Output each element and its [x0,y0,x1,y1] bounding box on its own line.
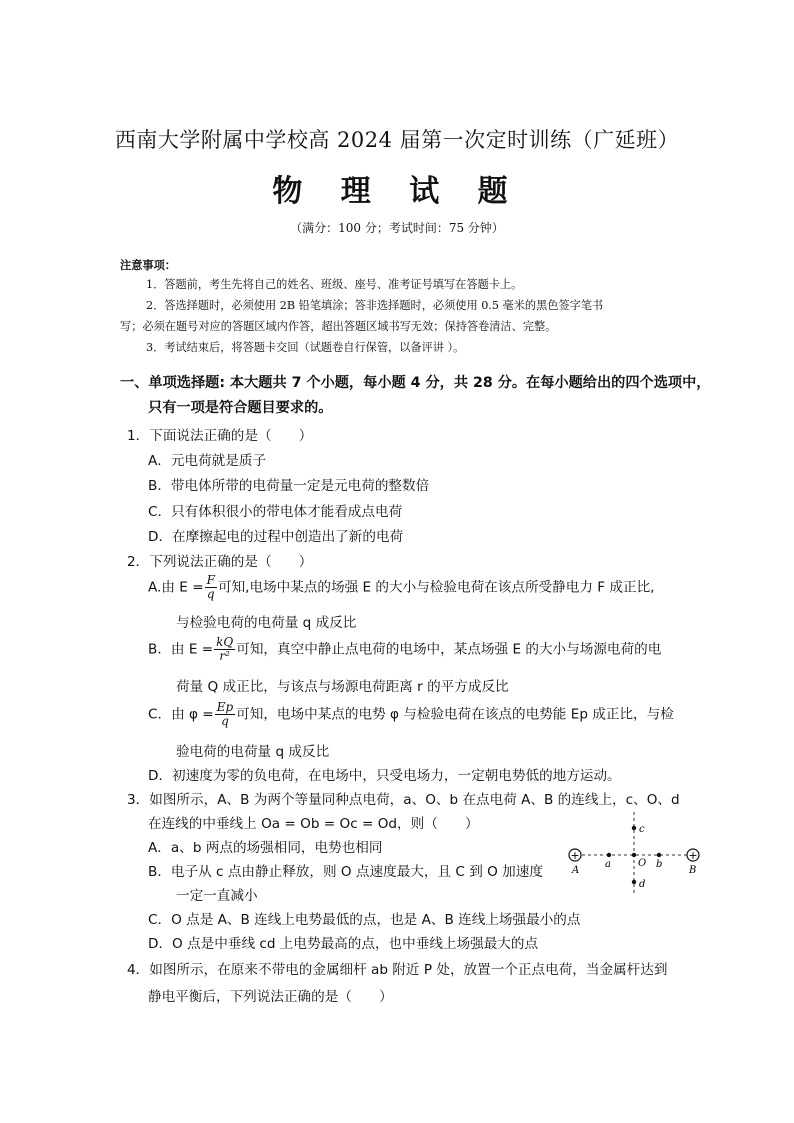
notice-title: 注意事项： [120,258,176,272]
q2-c-denominator: q [221,714,229,728]
exam-info: （满分：100 分；考试时间：75 分钟） [290,221,504,235]
point-a [607,853,611,857]
q2-b-numerator: kQ [216,635,234,649]
q1-stem: 1．下面说法正确的是（ ） [127,428,313,444]
q2-b-denominator: r² [219,649,230,663]
q2-option-c [148,701,674,728]
charge-a-sign: + [570,849,580,862]
q2-stem: 2．下列说法正确的是（ ） [127,554,313,570]
charge-b-sign: + [688,849,698,862]
q3-option-b: B．电子从 c 点由静止释放，则 O 点速度最大，且 C 到 O 加速度 [148,864,543,880]
subject-title: 物 理 试 题 [272,174,522,209]
notice-item-2: 2．答选择题时，必须使用 2B 铅笔填涂；答非选择题时，必须使用 0.5 毫米的黑色签字笔书 [146,299,604,312]
q1-option-b: B．带电体所带的电荷量一定是元电荷的整数倍 [148,478,430,494]
q2-option-a-cont: 与检验电荷的电荷量 q 成反比 [176,615,357,631]
notice-item-3: 3．考试结束后，将答题卡交回（试题卷自行保管，以备评讲 ）。 [146,341,465,354]
notice-item-2-cont: 写；必须在题号对应的答题区域内作答，超出答题区域书写无效；保持答卷清洁、完整。 [120,320,557,333]
label-point-d: d [639,879,646,890]
label-charge-b: B [689,865,697,876]
label-point-c: c [639,824,645,835]
q2-c-formula [215,701,235,728]
q2-b-text: 可知，真空中静止点电荷的电场中，某点场强 E 的大小与场源电荷的电 [236,641,662,658]
q1-option-c: C．只有体积很小的带电体才能看成点电荷 [148,504,403,520]
q3-stem: 3．如图所示，A、B 为两个等量同种点电荷，a、O、b 在点电荷 A、B 的连线上，c、O、d [127,792,680,808]
q3-option-c: C．O 点是 A、B 连线上电势最低的点，也是 A、B 连线上场强最小的点 [148,912,581,928]
point-o [632,853,636,857]
section-heading: 一、单项选择题: 本大题共 7 个小题，每小题 4 分，共 28 分。在每小题给出的四个选项中， [120,375,711,391]
notice-item-1: 1．答题前，考生先将自己的姓名、班级、座号、准考证号填写在答题卡上。 [146,278,523,291]
q3-option-a: A．a、b 两点的场强相同，电势也相同 [148,840,383,856]
q2-b-formula [214,636,235,663]
label-point-a: a [605,859,611,870]
q2-b-prefix: B．由 E = [148,641,214,658]
q3-option-d: D．O 点是中垂线 cd 上电势最高的点，也中垂线上场强最大的点 [148,936,539,952]
q2-option-d: D．初速度为零的负电荷，在电场中，只受电场力，一定朝电势低的地方运动。 [148,768,621,784]
point-b [657,853,661,857]
q2-a-formula [205,574,217,601]
point-c [632,826,636,830]
section-heading-cont: 只有一项是符合题目要求的。 [148,400,333,416]
q2-option-c-cont: 验电荷的电荷量 q 成反比 [176,744,330,760]
q2-c-numerator: Ep [216,700,234,714]
q3-stem-cont: 在连线的中垂线上 Oa = Ob = Oc = Od，则（ ） [148,816,479,832]
q1-option-a: A．元电荷就是质子 [148,453,267,469]
label-point-b: b [656,859,663,870]
q2-a-prefix: A.由 E = [148,579,204,596]
q2-a-denominator: q [206,587,215,601]
school-title: 西南大学附属中学校高 2024 届第一次定时训练（广延班） [114,128,680,152]
q3-charge-diagram [562,810,712,900]
q2-a-numerator: F [206,573,215,587]
q1-option-d: D．在摩擦起电的过程中创造出了新的电荷 [148,529,404,545]
q2-option-a [148,574,655,601]
point-d [632,880,636,884]
q2-c-text: 可知，电场中某点的电势 φ 与检验电荷在该点的电势能 Ep 成正比，与检 [236,706,674,723]
q2-option-b-cont: 荷量 Q 成正比，与该点与场源电荷距离 r 的平方成反比 [176,679,509,695]
q4-stem: 4．如图所示，在原来不带电的金属细杆 ab 附近 P 处，放置一个正点电荷，当金属杆达到 [127,962,668,978]
label-charge-a: A [572,865,580,876]
q2-option-b [148,636,661,663]
label-point-o: O [638,858,647,869]
q2-a-text: 可知,电场中某点的场强 E 的大小与检验电荷在该点所受静电力 F 成正比, [217,579,655,596]
q4-stem-cont: 静电平衡后，下列说法正确的是（ ） [148,989,393,1005]
q3-option-b-cont: 一定一直减小 [176,888,258,904]
q2-c-prefix: C．由 φ = [148,706,214,723]
